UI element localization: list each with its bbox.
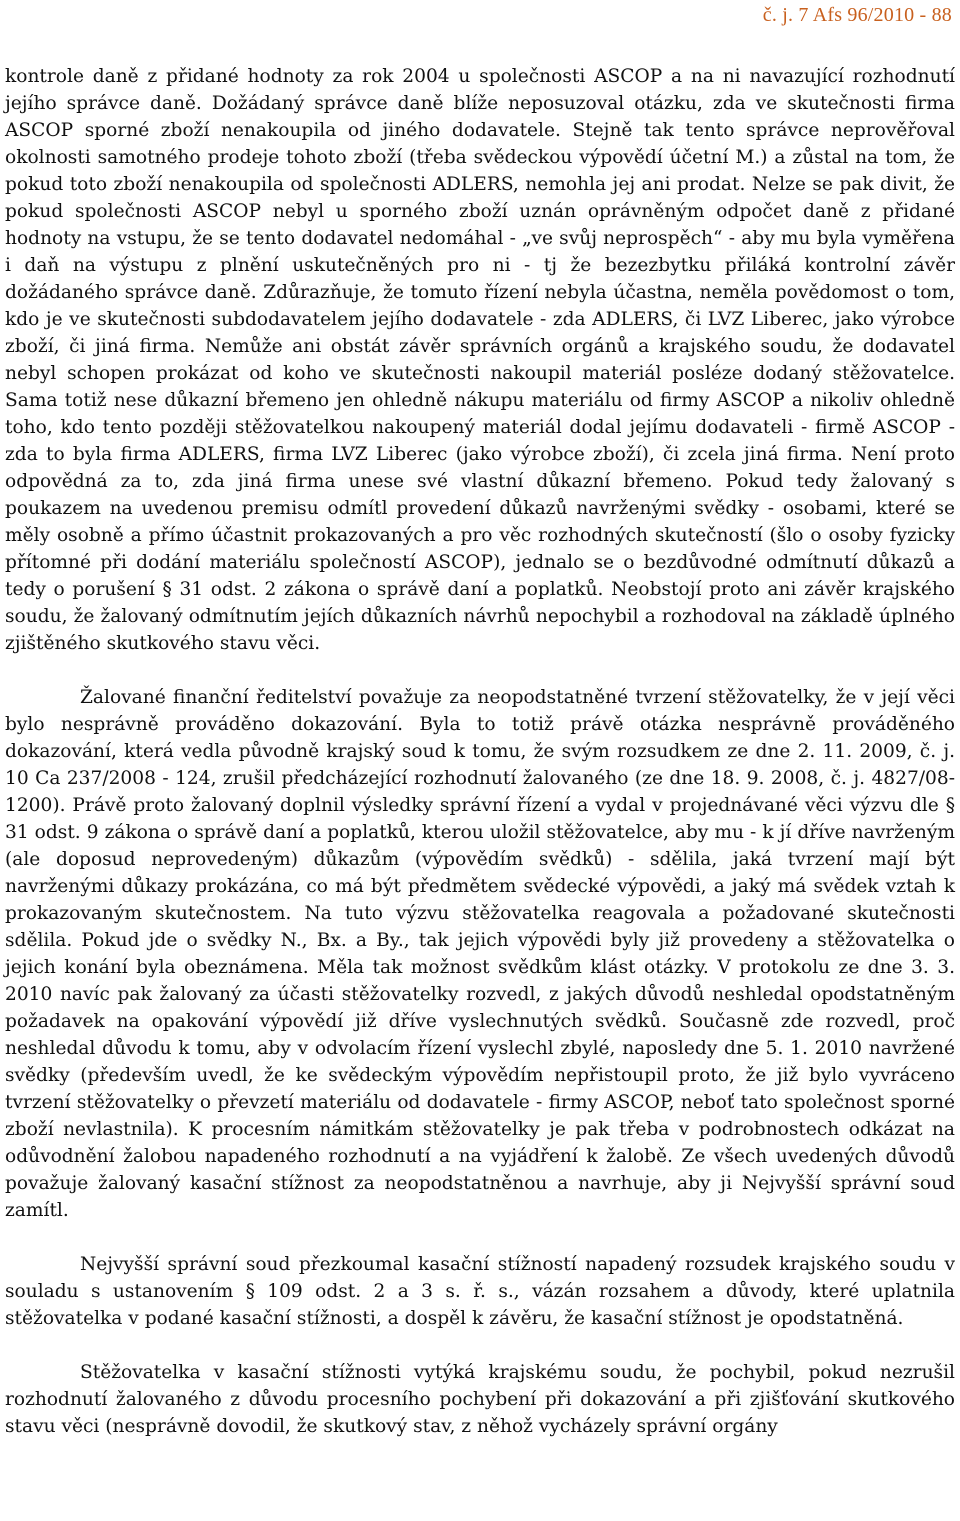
case-number-header: č. j. 7 Afs 96/2010 - 88 (762, 4, 952, 26)
paragraph-court-review: Nejvyšší správní soud přezkoumal kasační stížností napadený rozsudek krajského soudu v souladu s ustanovením § 109 odst. 2 a 3 s. ř. s., vázán rozsahem a důvody, které uplatnila stěžovatelka v podané kasační stížnosti, a dospěl k závěru, že kasační stížnost je opodstatněná. (5, 1254, 955, 1329)
paragraph-continuation: kontrole daně z přidané hodnoty za rok 2004 u společnosti ASCOP a na ni navazující rozhodnutí jejího správce daně. Dožádaný správce daně blíže neposuzoval otázku, zda ve skutečnosti firma ASCOP sporné zboží nenakoupila od jiného dodavatele. Stejně tak tento správce neprověřoval okolnosti samotného prodeje tohoto zboží (třeba svědeckou výpovědí účetní M.) a zůstal na tom, že pokud toto zboží nenakoupila od společnosti ADLERS, nemohla jej ani prodat. Nelze se pak divit, že pokud společnosti ASCOP nebyl u sporného zboží uznán oprávněným odpočet daně z přidané hodnoty na vstupu, že se tento dodavatel nedomáhal - „ve svůj neprospěch“ - aby mu byla vyměřena i daň na výstupu z plnění uskutečněných pro ni - tj že bezezbytku přiláká kontrolní závěr dožádaného správce daně. Zdůrazňuje, že tomuto řízení nebyla účastna, neměla povědomost o tom, kdo je ve skutečnosti subdodavatelem jejího dodavatele - zda ADLERS, či LVZ Liberec, jako výrobce zboží, či jiná firma. Nemůže ani obstát závěr správních orgánů a krajského soudu, že dodavatel nebyl schopen prokázat od koho ve skutečnosti nakoupil materiál posléze dodaný stěžovatelce. Sama totiž nese důkazní břemeno jen ohledně nákupu materiálu od firmy ASCOP a nikoliv ohledně toho, kdo tento později stěžovatelkou nakoupený materiál dodal jejímu dodavateli - firmě ASCOP - zda to byla firma ADLERS, firma LVZ Liberec (jako výrobce zboží), či zcela jiná firma. Není proto odpovědná za to, zda jiná firma unese své vlastní důkazní břemeno. Pokud tedy žalovaný s poukazem na uvedenou premisu odmítl provedení důkazů navrženými svědky - osobami, které se měly osobně a přímo účastnit prokazovaných a pro věc rozhodných skutečností (šlo o osoby fyzicky přítomné při dodání materiálu společností ASCOP), jednalo se o bezdůvodné odmítnutí důkazů a tedy o porušení § 31 odst. 2 zákona o správě daní a poplatků. Neobstojí proto ani závěr krajského soudu, že žalovaný odmítnutím jejích důkazních návrhů nepochybil a rozhodoval na základě úplného zjištěného skutkového stavu věci. (5, 66, 955, 654)
document-body (5, 63, 955, 1440)
paragraph-complainant-objection: Stěžovatelka v kasační stížnosti vytýká krajskému soudu, že pochybil, pokud nezrušil rozhodnutí žalovaného z důvodu procesního pochybení při dokazování a při zjišťování skutkového stavu věci (nesprávně dovodil, že skutkový stav, z něhož vycházely správní orgány (5, 1362, 955, 1437)
paragraph-respondent-statement: Žalované finanční ředitelství považuje za neopodstatněné tvrzení stěžovatelky, že v její věci bylo nesprávně prováděno dokazování. Byla to totiž právě otázka nesprávně prováděného dokazování, která vedla původně krajský soud k tomu, že svým rozsudkem ze dne 2. 11. 2009, č. j. 10 Ca 237/2008 - 124, zrušil předcházející rozhodnutí žalovaného (ze dne 18. 9. 2008, č. j. 4827/08-1200). Právě proto žalovaný doplnil výsledky správní řízení a vydal v projednávané věci výzvu dle § 31 odst. 9 zákona o správě daní a poplatků, kterou uložil stěžovatelce, aby mu - k jí dříve navrženým (ale doposud neprovedeným) důkazům (výpovědím svědků) - sdělila, jaká tvrzení mají být navrženými důkazy prokázána, co má být předmětem svědecké výpovědi, a jaký má svědek vztah k prokazovaným skutečnostem. Na tuto výzvu stěžovatelka reagovala a požadované skutečnosti sdělila. Pokud jde o svědky N., Bx. a By., tak jejich výpovědi byly již provedeny a stěžovatelka o jejich konání byla obeznámena. Měla tak možnost svědkům klást otázky. V protokolu ze dne 3. 3. 2010 navíc pak žalovaný za účasti stěžovatelky rozvedl, z jakých důvodů neshledal opodstatněným požadavek na opakování výpovědí již dříve vyslechnutých svědků. Současně zde rozvedl, proč neshledal důvodu k tomu, aby v odvolacím řízení vyslechl zbylé, naposledy dne 5. 1. 2010 navržené svědky (především uvedl, že ke svědeckým výpovědím nepřistoupil proto, že již bylo vyvráceno tvrzení stěžovatelky o převzetí materiálu od dodavatele - firmy ASCOP, neboť tato společnost sporné zboží nevlastnila). K procesním námitkám stěžovatelky je pak třeba v podrobnostech odkázat na odůvodnění žalobou napadeného rozhodnutí a na vyjádření k žalobě. Ze všech uvedených důvodů považuje žalovaný kasační stížnost za neopodstatněnou a navrhuje, aby ji Nejvyšší správní soud zamítl. (5, 687, 955, 1221)
